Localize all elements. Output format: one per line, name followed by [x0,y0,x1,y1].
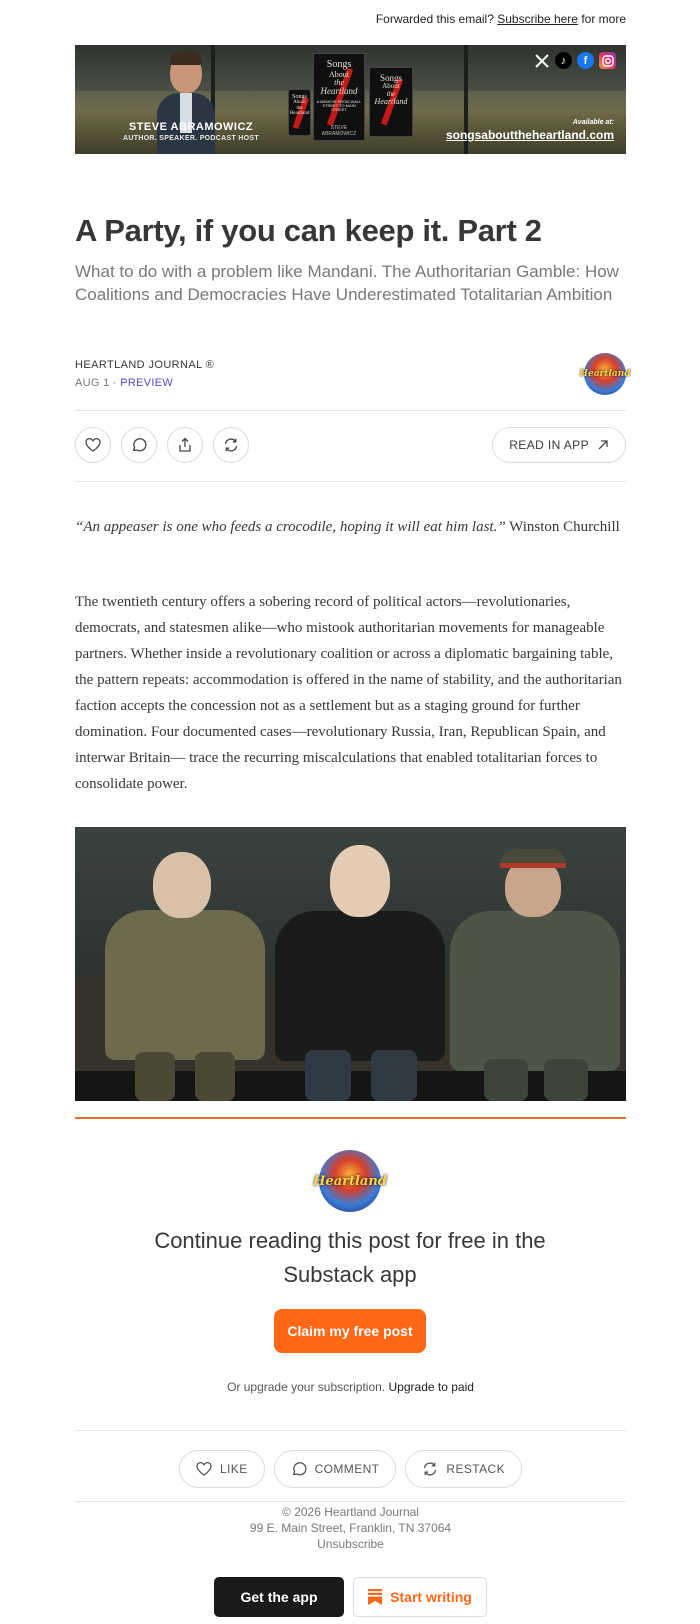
arrow-up-right-icon [597,439,609,451]
avatar-logo-text: Heartland [313,1173,387,1189]
comment-pill-button[interactable] [274,1450,397,1488]
restack-icon [223,437,239,453]
header-banner[interactable] [75,45,626,154]
epigraph [75,514,626,540]
book-author: STEVE ABRAMOWICZ [321,125,357,137]
restack-icon [422,1461,438,1477]
restack-button[interactable] [213,427,249,463]
restack-pill-button[interactable] [405,1450,522,1488]
email-footer [75,1504,626,1552]
forwarded-notice [376,12,626,26]
book-title-line: Songs [292,94,307,100]
book-title-line: the [296,105,303,111]
book-title-line: Heartland [289,110,310,116]
book-cover [313,53,365,141]
forwarded-suffix: for more [581,12,626,26]
banner-tagline: AUTHOR. SPEAKER. PODCAST HOST [123,135,259,142]
engagement-bar [75,1450,626,1488]
post-action-bar [75,427,626,465]
book-title-line: About [293,100,306,106]
book-title-line: Heartland [320,86,358,97]
epigraph-author: Winston Churchill [509,519,620,535]
restack-label: RESTACK [446,1462,505,1476]
post-image[interactable] [75,827,626,1101]
paywall-publication-avatar[interactable] [313,1150,387,1212]
book-title-line: the [386,89,396,98]
epigraph-quote: “An appeaser is one who feeds a crocodile, hoping it will eat him last.” [75,519,506,535]
book-title-line: Songs [379,73,402,83]
body-paragraph: The twentieth century offers a sobering record of political actors—revolutionaries, democrats, and statesmen alike—who mistook authoritarian movements for manageable partners. Whether inside a revolutionary coalition or across a diplomatic bargaining table, the pattern repeats: accommodation is offered in the name of stability, and the authoritarian faction accepts the concession not as a settlement but as a staging ground for further domination. Four documented cases—revolutionary Russia, Iran, Republican Spain, and interwar Britain— trace the recurring miscalculations that enabled totalitarian forces to consolidate power. [75,594,622,792]
share-icon [177,437,193,453]
substack-logo-icon [368,1589,382,1605]
publication-name[interactable]: HEARTLAND JOURNAL ® [75,359,215,371]
instagram-icon[interactable] [599,52,616,69]
book-phone [288,89,311,136]
upgrade-notice [75,1380,626,1394]
start-writing-label: Start writing [390,1589,472,1605]
book-cover-back [369,67,413,137]
heart-icon [85,437,101,453]
access-badge: PREVIEW [120,377,174,389]
claim-free-post-button[interactable]: Claim my free post [274,1309,426,1353]
footer-copyright: © 2026 Heartland Journal [282,1505,419,1519]
comment-icon [131,437,147,453]
banner-available-label: Available at: [572,119,614,126]
share-button[interactable] [167,427,203,463]
book-title-line: Songs [326,59,352,70]
divider [75,1430,626,1431]
post-date: AUG 1 [75,377,110,389]
comment-button[interactable] [121,427,157,463]
facebook-icon[interactable]: f [577,52,594,69]
social-links [533,52,616,69]
unsubscribe-link[interactable]: Unsubscribe [317,1537,384,1551]
avatar-logo-text: Heartland [579,369,631,379]
like-label: LIKE [219,1462,248,1476]
paywall-title: Continue reading this post for free in the Substack app [154,1228,546,1287]
divider [75,1501,626,1502]
comment-icon [291,1461,307,1477]
x-icon[interactable] [533,52,550,69]
start-writing-button[interactable] [353,1577,487,1617]
heart-icon [196,1461,212,1477]
comment-label: COMMENT [314,1462,380,1476]
photo-figure [105,852,265,1101]
footer-address: 99 E. Main Street, Franklin, TN 37064 [249,1521,452,1535]
paywall-divider [75,1117,626,1119]
book-title-line: Heartland [374,97,408,107]
book-subtitle: A MEMOIR FROM WALL STREET TO MAIN STREET [316,98,362,113]
read-in-app-label: READ IN APP [509,438,589,452]
upgrade-to-paid-link[interactable]: Upgrade to paid [388,1380,474,1394]
subscribe-link[interactable]: Subscribe here [497,12,578,26]
photo-figure [275,845,445,1101]
banner-site-link[interactable]: songsabouttheheartland.com [445,128,614,142]
meta-separator: · [112,377,117,389]
book-title-line: About [329,69,349,79]
post-title[interactable]: A Party, if you can keep it. Part 2 [75,213,542,248]
forwarded-prefix: Forwarded this email? [375,12,494,26]
post-subtitle: What to do with a problem like Mandani. The Authoritarian Gamble: How Coalitions and Democracies Have Underestimated Totalitarian Ambition [75,262,619,304]
banner-author-name: STEVE ABRAMOWICZ [128,121,254,133]
read-in-app-button[interactable] [492,427,626,463]
publication-avatar[interactable] [579,353,631,395]
post-meta [75,377,626,389]
upgrade-prefix: Or upgrade your subscription. [227,1380,386,1394]
footer-cta-row [75,1577,626,1617]
photo-figure [450,849,620,1101]
like-button[interactable] [75,427,111,463]
like-pill-button[interactable] [179,1450,265,1488]
book-title-line: About [382,82,400,91]
book-title-line: the [334,77,344,87]
get-the-app-button[interactable]: Get the app [214,1577,344,1617]
divider [75,481,626,482]
tiktok-icon[interactable]: ♪ [555,52,572,69]
divider [75,410,626,411]
